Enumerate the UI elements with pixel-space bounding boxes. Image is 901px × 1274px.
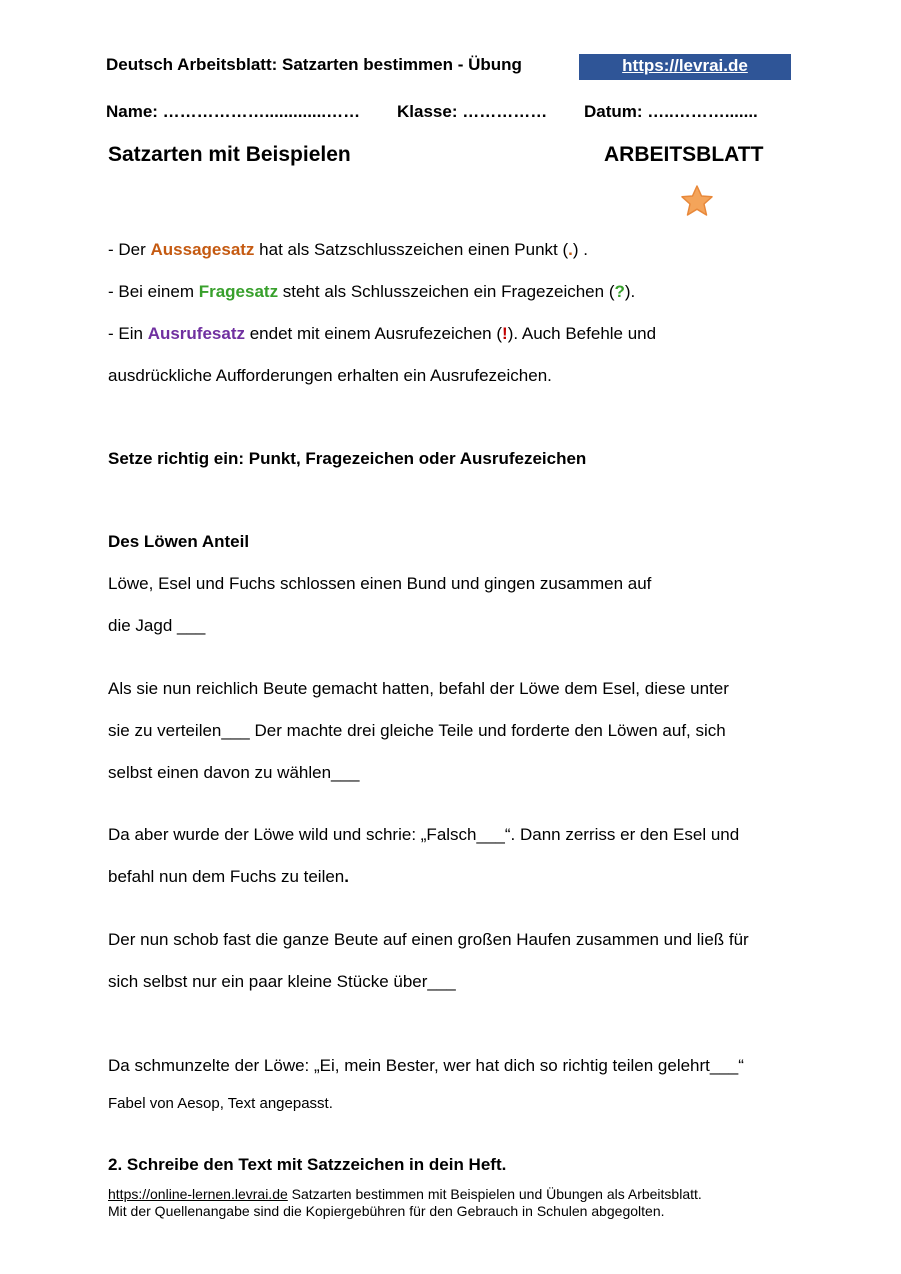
online-lernen-link[interactable]: https://online-lernen.levrai.de	[108, 1186, 288, 1202]
story-line: selbst einen davon zu wählen___	[108, 763, 360, 782]
rule-aussagesatz: - Der Aussagesatz hat als Satzschlusszeichen einen Punkt (.) .	[108, 240, 589, 259]
levrai-url-link[interactable]: https://levrai.de	[579, 54, 791, 80]
task-2-instruction: 2. Schreibe den Text mit Satzzeichen in dein Heft.	[108, 1155, 507, 1174]
story-line: Löwe, Esel und Fuchs schlossen einen Bund und gingen zusammen auf	[108, 574, 652, 593]
page-title: Satzarten mit Beispielen	[108, 143, 351, 166]
task-instruction: Setze richtig ein: Punkt, Fragezeichen oder Ausrufezeichen	[108, 449, 587, 468]
story-line: befahl nun dem Fuchs zu teilen.	[108, 867, 349, 886]
term-fragesatz: Fragesatz	[198, 282, 279, 301]
rule-ausrufesatz: - Ein Ausrufesatz endet mit einem Ausrufezeichen (!). Auch Befehle und	[108, 324, 657, 343]
term-aussagesatz: Aussagesatz	[150, 240, 255, 259]
klasse-field[interactable]: Klasse: ……………	[397, 102, 548, 121]
datum-field[interactable]: Datum: …..……….......	[584, 102, 758, 121]
story-line: Als sie nun reichlich Beute gemacht hatten, befahl der Löwe dem Esel, diese unter	[108, 679, 729, 698]
story-line: Da schmunzelte der Löwe: „Ei, mein Bester, wer hat dich so richtig teilen gelehrt___“	[108, 1056, 744, 1075]
arbeitsblatt-label: ARBEITSBLATT	[604, 143, 764, 166]
rule-fragesatz: - Bei einem Fragesatz steht als Schlusszeichen ein Fragezeichen (?).	[108, 282, 636, 301]
worksheet-header-title: Deutsch Arbeitsblatt: Satzarten bestimmen - Übung	[106, 55, 522, 74]
story-line: sich selbst nur ein paar kleine Stücke über___	[108, 972, 456, 991]
name-field[interactable]: Name: ……………….............……	[106, 102, 361, 121]
footer-line-2: Mit der Quellenangabe sind die Kopiergebühren für den Gebrauch in Schulen abgegolten.	[108, 1203, 665, 1219]
story-title: Des Löwen Anteil	[108, 532, 250, 551]
story-source: Fabel von Aesop, Text angepasst.	[108, 1095, 333, 1112]
story-line: Der nun schob fast die ganze Beute auf einen großen Haufen zusammen und ließ für	[108, 930, 749, 949]
story-line: Da aber wurde der Löwe wild und schrie: „Falsch___“. Dann zerriss er den Esel und	[108, 825, 740, 844]
story-line: sie zu verteilen___ Der machte drei gleiche Teile und forderte den Löwen auf, sich	[108, 721, 726, 740]
footer-line-1: https://online-lernen.levrai.de Satzarten bestimmen mit Beispielen und Übungen als Arbeitsblatt.	[108, 1186, 702, 1202]
rule-ausrufesatz-cont: ausdrückliche Aufforderungen erhalten ein Ausrufezeichen.	[108, 366, 552, 385]
term-ausrufesatz: Ausrufesatz	[147, 324, 245, 343]
story-line: die Jagd ___	[108, 616, 206, 635]
star-icon	[680, 184, 714, 218]
